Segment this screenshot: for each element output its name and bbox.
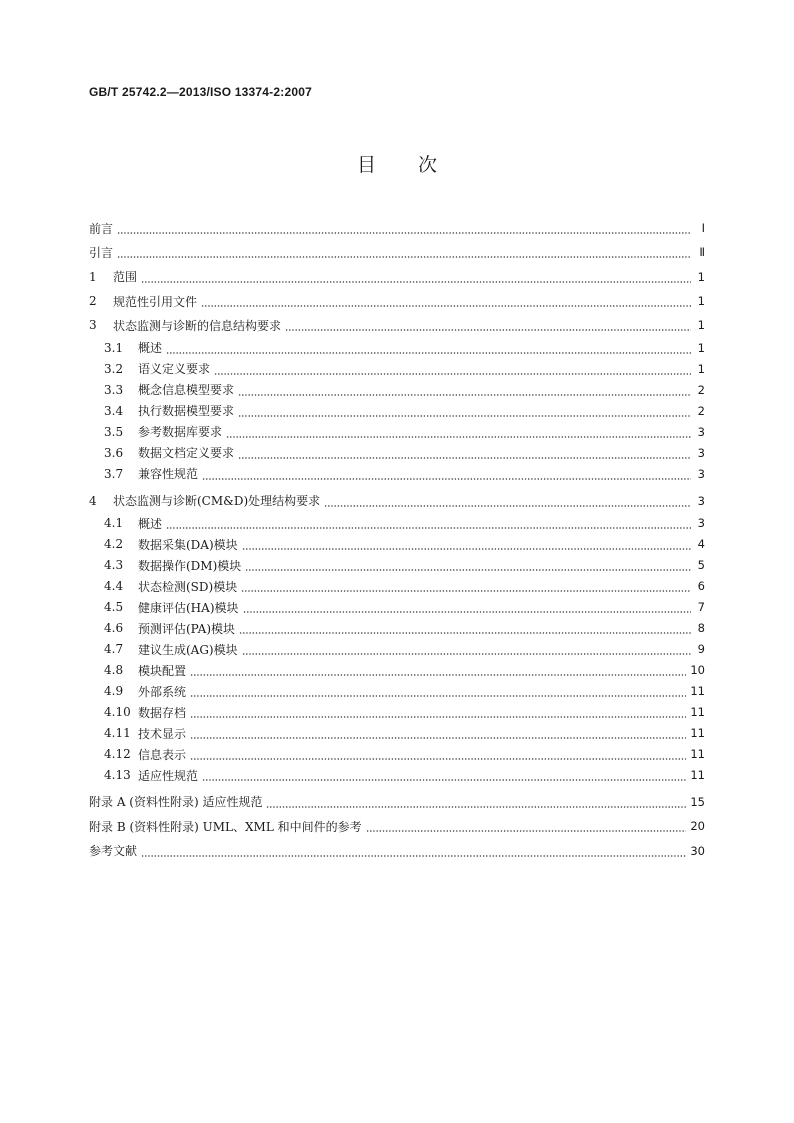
toc-entry[interactable]	[89, 358, 705, 379]
toc-entry-page: 3	[697, 493, 705, 508]
toc-entry-label: 数据存档	[138, 705, 187, 720]
toc-entry[interactable]	[89, 765, 705, 786]
toc-entry-label: 语义定义要求	[138, 362, 211, 377]
toc-entry-number: 3.2	[104, 361, 124, 376]
dot-leader	[201, 294, 691, 308]
dot-leader	[238, 383, 691, 397]
toc-entry[interactable]	[89, 265, 705, 289]
toc-entry[interactable]	[89, 681, 705, 702]
toc-entry-label: 前言	[89, 221, 114, 236]
toc-entry-page: 15	[690, 794, 705, 809]
dot-leader	[190, 705, 686, 719]
toc-entry-page: 11	[690, 726, 705, 741]
toc-entry-page: 11	[690, 684, 705, 699]
toc-entry-number: 4.12	[104, 747, 131, 762]
toc-entry[interactable]	[89, 313, 705, 337]
dot-leader	[190, 684, 686, 698]
toc-entry-label: 技术显示	[138, 726, 187, 741]
toc-entry[interactable]	[89, 534, 705, 555]
toc-entry-label: 适应性规范	[138, 768, 199, 783]
toc-entry-number: 3.1	[104, 340, 124, 355]
dot-leader	[202, 467, 691, 481]
toc-entry-page: 11	[690, 747, 705, 762]
toc-entry[interactable]	[89, 838, 705, 862]
toc-entry-label: 概念信息模型要求	[138, 383, 235, 398]
toc-entry[interactable]	[89, 597, 705, 618]
toc-entry-number: 4.3	[104, 558, 124, 573]
dot-leader	[190, 663, 686, 677]
dot-leader	[238, 446, 691, 460]
toc-entry-page: 1	[697, 294, 705, 309]
toc-entry-label: 数据采集(DA)模块	[138, 537, 238, 552]
toc-entry[interactable]	[89, 744, 705, 765]
toc-entry-page: 11	[690, 768, 705, 783]
toc-entry-label: 预测评估(PA)模块	[138, 621, 236, 636]
toc-entry-page: 3	[697, 516, 705, 531]
dot-leader	[141, 844, 686, 858]
toc-entry-page: 10	[690, 663, 705, 678]
toc-entry[interactable]	[89, 790, 705, 814]
toc-entry-number: 4.4	[104, 579, 124, 594]
toc-entry-label: 概述	[138, 516, 163, 531]
toc-entry-label: 模块配置	[138, 663, 187, 678]
toc-entry-label: 范围	[113, 270, 138, 285]
dot-leader	[117, 245, 691, 259]
dot-leader	[214, 362, 691, 376]
toc-entry-label: 附录 B (资料性附录) UML、XML 和中间件的参考	[89, 819, 362, 834]
toc-entry[interactable]	[89, 723, 705, 744]
toc-entry[interactable]	[89, 618, 705, 639]
toc-entry-label: 状态检测(SD)模块	[138, 579, 238, 594]
toc-entry-page: Ⅱ	[699, 245, 705, 260]
toc-entry-number: 4.10	[104, 705, 131, 720]
toc-entry[interactable]	[89, 555, 705, 576]
dot-leader	[245, 558, 691, 572]
toc-entry-page: 1	[697, 318, 705, 333]
standard-number: GB/T 25742.2—2013/ISO 13374-2:2007	[89, 85, 312, 99]
toc-entry-label: 附录 A (资料性附录) 适应性规范	[89, 795, 263, 810]
dot-leader	[166, 341, 691, 355]
toc-entry-page: 11	[690, 705, 705, 720]
toc-entry[interactable]	[89, 421, 705, 442]
toc-entry-number: 4.1	[104, 516, 124, 531]
dot-leader	[241, 579, 691, 593]
toc-entry-label: 信息表示	[138, 747, 187, 762]
dot-leader	[226, 425, 691, 439]
toc-entry-label: 执行数据模型要求	[138, 404, 235, 419]
toc-entry[interactable]	[89, 488, 705, 512]
toc-entry-label: 健康评估(HA)模块	[138, 600, 239, 615]
toc-entry-number: 4.5	[104, 600, 124, 615]
table-of-contents	[89, 216, 705, 863]
toc-entry-page: 2	[697, 382, 705, 397]
toc-entry-label: 状态监测与诊断(CM&D)处理结构要求	[113, 494, 321, 509]
toc-entry-number: 2	[89, 294, 97, 309]
toc-entry-number: 3.4	[104, 403, 124, 418]
toc-entry-number: 4.8	[104, 663, 124, 678]
toc-entry-number: 4.13	[104, 768, 131, 783]
toc-entry[interactable]	[89, 639, 705, 660]
toc-entry[interactable]	[89, 513, 705, 534]
toc-entry[interactable]	[89, 814, 705, 838]
toc-entry-number: 3.7	[104, 466, 124, 481]
dot-leader	[242, 537, 691, 551]
toc-entry[interactable]	[89, 240, 705, 264]
toc-entry[interactable]	[89, 660, 705, 681]
toc-entry-page: 6	[697, 579, 705, 594]
toc-entry[interactable]	[89, 400, 705, 421]
toc-entry-number: 3.6	[104, 445, 124, 460]
dot-leader	[190, 747, 686, 761]
toc-entry[interactable]	[89, 216, 705, 240]
toc-entry-label: 状态监测与诊断的信息结构要求	[113, 318, 282, 333]
dot-leader	[243, 600, 692, 614]
toc-entry-page: 3	[697, 466, 705, 481]
toc-entry-number: 4.9	[104, 684, 124, 699]
toc-entry-page: 30	[690, 843, 705, 858]
toc-entry-number: 1	[89, 269, 97, 284]
dot-leader	[266, 795, 686, 809]
toc-entry-number: 4	[89, 493, 97, 508]
dot-leader	[141, 270, 691, 284]
toc-entry-number: 3.3	[104, 382, 124, 397]
toc-entry-page: 1	[697, 340, 705, 355]
toc-entry-page: 8	[697, 621, 705, 636]
toc-entry-label: 数据文档定义要求	[138, 446, 235, 461]
toc-entry-page: 2	[697, 403, 705, 418]
toc-entry-page: 4	[697, 537, 705, 552]
page-title: 目次	[356, 154, 479, 176]
toc-entry[interactable]	[89, 463, 705, 484]
toc-entry-label: 引言	[89, 245, 114, 260]
dot-leader	[324, 494, 691, 508]
toc-entry[interactable]	[89, 289, 705, 313]
dot-leader	[190, 726, 686, 740]
toc-entry-label: 兼容性规范	[138, 467, 199, 482]
toc-entry-page: 1	[697, 361, 705, 376]
toc-entry-label: 参考文献	[89, 844, 138, 859]
toc-entry-label: 数据操作(DM)模块	[138, 558, 242, 573]
toc-entry[interactable]	[89, 576, 705, 597]
toc-entry-number: 3	[89, 318, 97, 333]
toc-entry[interactable]	[89, 337, 705, 358]
dot-leader	[117, 221, 691, 235]
toc-entry[interactable]	[89, 702, 705, 723]
toc-entry-page: 3	[697, 424, 705, 439]
toc-entry-label: 概述	[138, 341, 163, 356]
toc-entry-page: 3	[697, 445, 705, 460]
toc-entry-page: 1	[697, 269, 705, 284]
toc-entry-number: 4.7	[104, 642, 124, 657]
toc-entry-number: 4.2	[104, 537, 124, 552]
toc-entry-page: 5	[697, 558, 705, 573]
dot-leader	[202, 768, 686, 782]
toc-entry-label: 参考数据库要求	[138, 425, 223, 440]
toc-entry-label: 外部系统	[138, 684, 187, 699]
dot-leader	[285, 318, 691, 332]
toc-entry-page: Ⅰ	[701, 221, 705, 236]
toc-entry-page: 20	[690, 819, 705, 834]
toc-entry-number: 4.11	[104, 726, 131, 741]
toc-entry-label: 建议生成(AG)模块	[138, 642, 238, 657]
toc-entry[interactable]	[89, 442, 705, 463]
dot-leader	[366, 819, 687, 833]
toc-entry-number: 3.5	[104, 424, 124, 439]
toc-entry[interactable]	[89, 379, 705, 400]
dot-leader	[238, 404, 691, 418]
toc-entry-label: 规范性引用文件	[113, 294, 198, 309]
dot-leader	[239, 621, 691, 635]
dot-leader	[166, 516, 691, 530]
toc-entry-page: 7	[697, 600, 705, 615]
toc-entry-number: 4.6	[104, 621, 124, 636]
dot-leader	[242, 642, 691, 656]
toc-entry-page: 9	[697, 642, 705, 657]
